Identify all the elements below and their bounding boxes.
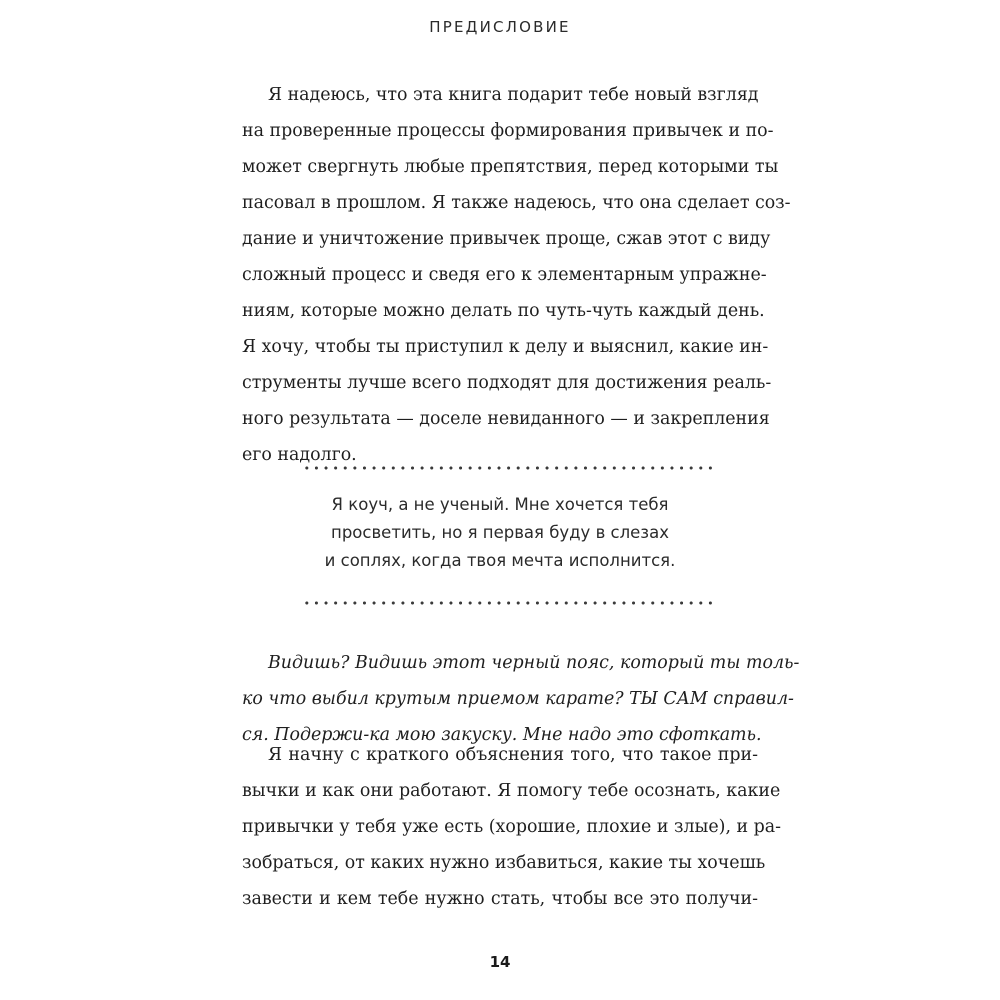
- text-line: может свергнуть любые препятствия, перед которыми ты: [242, 157, 779, 177]
- text-line: пасовал в прошлом. Я также надеюсь, что она сделает соз-: [242, 193, 791, 213]
- text-line: дание и уничтожение привычек проще, сжав этот с виду: [242, 229, 771, 249]
- text-line: его надолго.: [242, 445, 357, 465]
- text-line: струменты лучше всего подходят для достижения реаль-: [242, 373, 772, 393]
- text-line: ко что выбил крутым приемом карате? ТЫ САМ справил-: [242, 689, 794, 709]
- text-line: завести и кем тебе нужно стать, чтобы все это получи-: [242, 889, 758, 909]
- text-line: зобраться, от каких нужно избавиться, какие ты хочешь: [242, 853, 766, 873]
- paragraph-intro: [242, 77, 791, 473]
- text-line: привычки у тебя уже есть (хорошие, плохие и злые), и ра-: [242, 817, 781, 837]
- text-line: ного результата — доселе невиданного — и закрепления: [242, 409, 770, 429]
- text-line: Я начну с краткого объяснения того, что такое при-: [268, 745, 758, 765]
- pull-quote-line: Я коуч, а не ученый. Мне хочется тебя: [331, 495, 669, 514]
- text-line: сложный процесс и сведя его к элементарным упражне-: [242, 265, 767, 285]
- text-line: ниям, которые можно делать по чуть-чуть каждый день.: [242, 301, 765, 321]
- text-line: на проверенные процессы формирования привычек и по-: [242, 121, 774, 141]
- pull-quote: [300, 491, 700, 575]
- dotted-divider-bottom: [302, 600, 714, 606]
- text-line: вычки и как они работают. Я помогу тебе осознать, какие: [242, 781, 781, 801]
- dotted-divider-top: [302, 465, 714, 471]
- page-number: 14: [489, 953, 511, 971]
- text-line: Видишь? Видишь этот черный пояс, который ты толь-: [268, 653, 800, 673]
- running-head: ПРЕДИСЛОВИЕ: [429, 18, 571, 36]
- text-line: ся. Подержи-ка мою закуску. Мне надо это сфоткать.: [242, 725, 762, 745]
- pull-quote-line: и соплях, когда твоя мечта исполнится.: [324, 551, 676, 570]
- text-line: Я надеюсь, что эта книга подарит тебе новый взгляд: [268, 85, 759, 105]
- paragraph-habits: [242, 737, 781, 917]
- text-line: Я хочу, чтобы ты приступил к делу и выяснил, какие ин-: [242, 337, 769, 357]
- pull-quote-line: просветить, но я первая буду в слезах: [331, 523, 669, 542]
